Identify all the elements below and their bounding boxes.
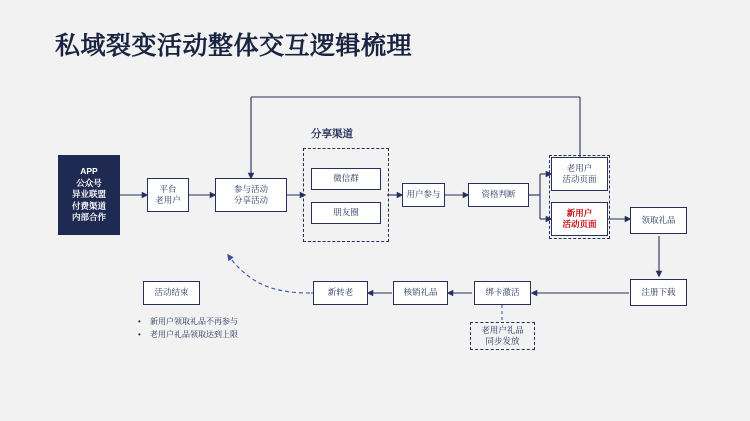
source-line-5: 内部合作 xyxy=(71,212,106,223)
receive-gift-label: 领取礼品 xyxy=(641,214,676,225)
node-platform-old-user[interactable] xyxy=(147,178,189,212)
join-share-line-2: 分享活动 xyxy=(233,195,268,205)
share-channel-group-label: 分享渠道 xyxy=(311,128,353,140)
node-new-user-page[interactable] xyxy=(551,202,608,236)
new-user-page-line-2: 活动页面 xyxy=(562,219,597,229)
notes-list xyxy=(138,316,238,342)
node-qualify-judge[interactable] xyxy=(468,183,529,207)
bullet-text-1: 新用户领取礼品不再参与 xyxy=(150,317,238,326)
source-line-3: 异业联盟 xyxy=(71,189,106,200)
node-old-user-page[interactable] xyxy=(551,157,608,191)
share-channel-group xyxy=(303,148,389,242)
old-user-page-line-1: 老用户 xyxy=(566,162,593,173)
node-activity-end[interactable] xyxy=(143,281,200,305)
wechat-group-label: 微信群 xyxy=(333,173,359,184)
join-share-line-1: 参与活动 xyxy=(233,183,268,194)
platform-old-user-line-2: 老用户 xyxy=(155,195,181,205)
platform-old-user-line-1: 平台 xyxy=(159,183,177,194)
activity-end-label: 活动结束 xyxy=(154,287,189,298)
new-user-page-line-1: 新用户 xyxy=(566,207,593,218)
verify-gift-label: 核销礼品 xyxy=(403,287,438,298)
source-line-1: APP xyxy=(80,166,98,177)
page-title: 私域裂变活动整体交互逻辑梳理 xyxy=(55,32,413,60)
node-user-join[interactable] xyxy=(402,183,445,207)
bind-card-activate-label: 绑卡激活 xyxy=(485,287,520,298)
old-user-gift-sync-line-2: 同步发放 xyxy=(485,336,520,346)
old-user-page-line-2: 活动页面 xyxy=(562,174,597,184)
node-receive-gift[interactable] xyxy=(630,207,687,234)
node-verify-gift[interactable] xyxy=(393,281,448,305)
node-bind-card-activate[interactable] xyxy=(474,281,531,305)
qualify-judge-label: 资格判断 xyxy=(481,189,516,200)
source-line-4: 付费渠道 xyxy=(71,200,106,211)
node-moments[interactable] xyxy=(311,202,381,224)
list-item xyxy=(138,316,238,329)
node-wechat-group[interactable] xyxy=(311,168,381,190)
node-join-share-activity[interactable] xyxy=(215,178,287,212)
node-register-download[interactable] xyxy=(630,279,687,306)
node-source-channels[interactable] xyxy=(58,155,120,235)
new-to-old-label: 新转老 xyxy=(327,287,354,298)
node-new-to-old[interactable] xyxy=(313,281,368,305)
register-download-label: 注册下载 xyxy=(641,286,676,297)
moments-label: 朋友圈 xyxy=(333,207,359,218)
source-line-2: 公众号 xyxy=(76,177,102,188)
bullet-text-2: 老用户礼品领取达到上限 xyxy=(150,329,238,339)
user-join-label: 用户参与 xyxy=(406,189,441,200)
bullet-marker-2: • xyxy=(138,329,141,339)
old-user-gift-sync-line-1: 老用户礼品 xyxy=(481,324,524,335)
node-old-user-gift-sync[interactable] xyxy=(470,322,535,350)
bullet-marker-1: • xyxy=(138,317,141,326)
list-item xyxy=(138,329,238,342)
